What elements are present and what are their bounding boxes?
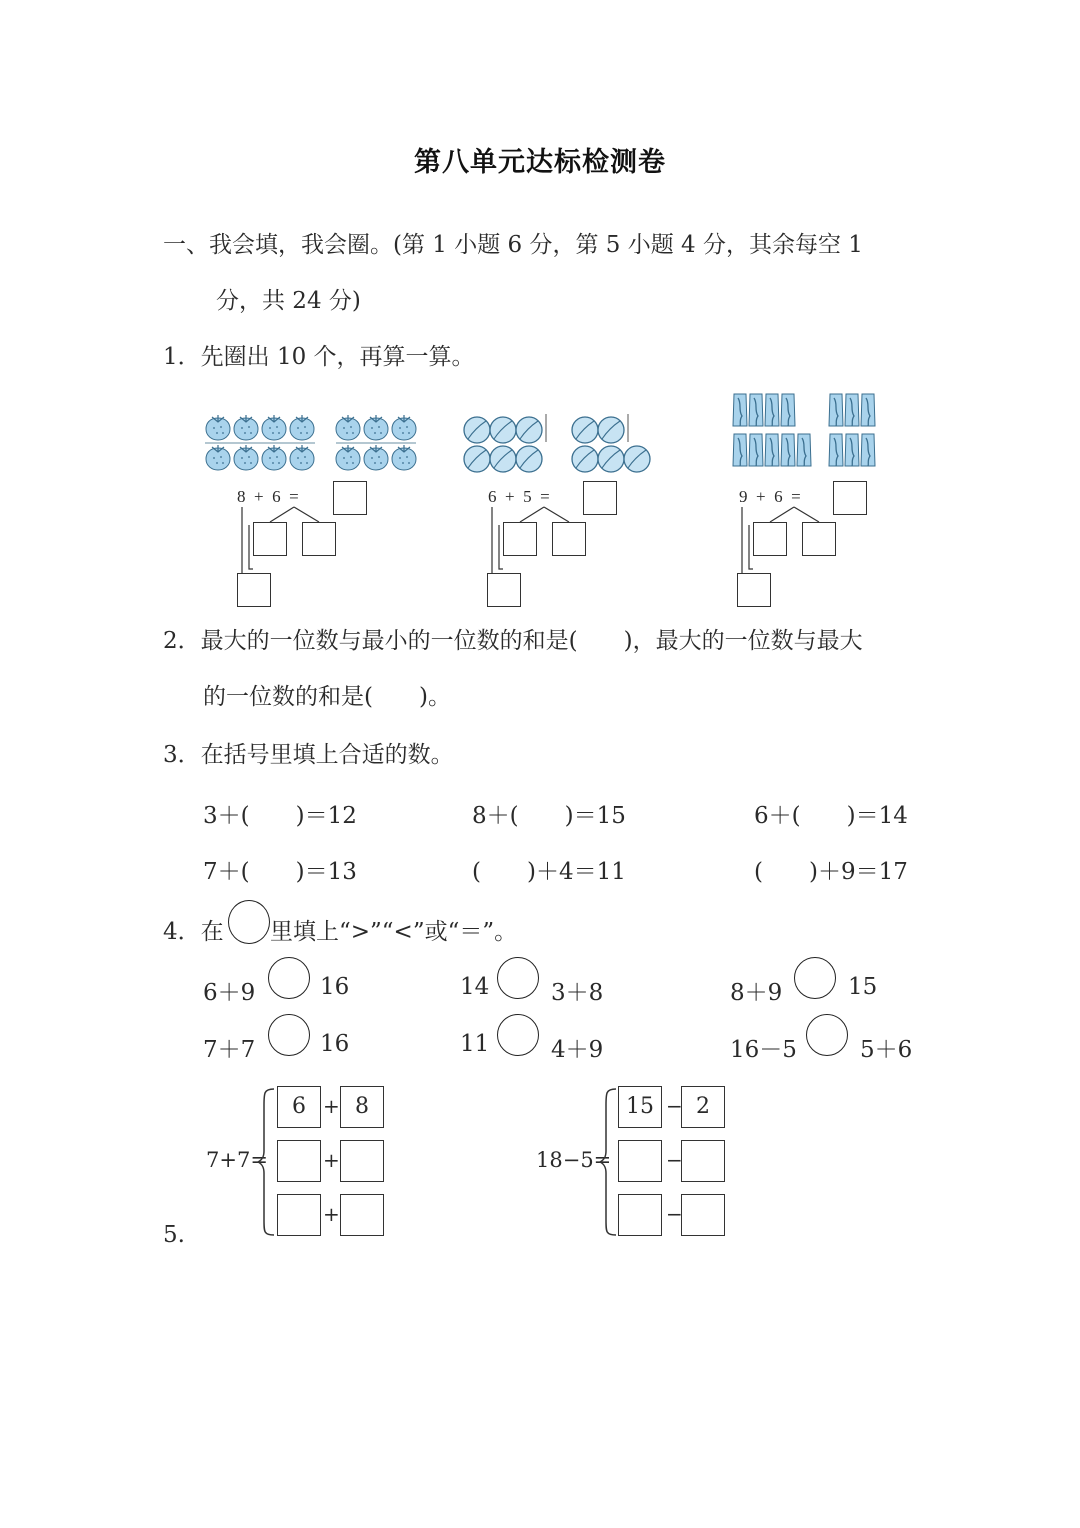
q4-item-right: 15 [848,974,878,1000]
section-header-line1: 一、我会填，我会圈。(第 1 小题 6 分，第 5 小题 4 分，其余每空 1 [163,232,863,258]
q4-item-right: 4＋9 [551,1037,604,1063]
q5-left-op: + [323,1148,340,1172]
q2-line1: 2．最大的一位数与最小的一位数的和是( )，最大的一位数与最大 [163,628,863,654]
q1-label: 1．先圈出 10 个，再算一算。 [163,344,475,370]
section-header-line2: 分，共 24 分) [216,288,361,314]
q4-item-left: 11 [460,1031,490,1057]
q5-left-box[interactable] [340,1194,384,1236]
q3-item: ( )＋9＝17 [754,859,908,885]
q5-right-box[interactable] [681,1140,725,1182]
q5-right-op: − [666,1202,683,1226]
q5-right-expr: 18−5= [536,1148,612,1172]
ball-icon [464,414,650,472]
q3-item: 7＋( )＝13 [203,859,357,885]
q5-right-box[interactable]: 2 [681,1086,725,1128]
q5-right-box[interactable] [681,1194,725,1236]
q1-g1-equation: 8 + 6 = [237,487,299,506]
q5-right-box[interactable] [618,1140,662,1182]
q3-item: 8＋( )＝15 [472,803,626,829]
q4-label-pre: 4．在 [163,919,224,945]
q4-label-circle-icon [228,900,270,944]
q5-right-op: − [666,1094,683,1118]
q1-pictures [200,392,900,482]
q5-left-expr: 7+7= [206,1148,268,1172]
q4-item-left: 6＋9 [203,980,256,1006]
page-title: 第八单元达标检测卷 [414,147,666,178]
q4-item-left: 7＋7 [203,1037,256,1063]
q5-left-box[interactable] [340,1140,384,1182]
q4-item-left: 14 [460,974,490,1000]
q5-left-op: + [323,1094,340,1118]
q5-label: 5. [163,1222,185,1248]
q4-compare-circle[interactable] [806,1014,848,1056]
q4-item-right: 16 [320,1031,350,1057]
q4-item-right: 16 [320,974,350,1000]
q5-right-op: − [666,1148,683,1172]
q5-right-box[interactable]: 15 [618,1086,662,1128]
q5-left-box[interactable] [277,1194,321,1236]
q5-left-brace [256,1085,278,1240]
q1-connector-lines [0,500,1080,580]
q4-compare-circle[interactable] [794,957,836,999]
q5-left-op: + [323,1202,340,1226]
q1-g2-equation: 6 + 5 = [488,487,550,506]
q5-right-box[interactable] [618,1194,662,1236]
q4-compare-circle[interactable] [268,957,310,999]
strawberry-icon [205,415,416,470]
q3-item: 6＋( )＝14 [754,803,908,829]
q1-g3-equation: 9 + 6 = [739,487,801,506]
q4-label-post: 里填上“>”“<”或“＝”。 [270,919,518,945]
q4-item-right: 5＋6 [860,1037,913,1063]
q3-item: ( )＋4＝11 [472,859,626,885]
q4-compare-circle[interactable] [497,1014,539,1056]
q4-compare-circle[interactable] [268,1014,310,1056]
q5-right-brace [598,1085,620,1240]
q4-item-left: 8＋9 [730,980,783,1006]
q4-compare-circle[interactable] [497,957,539,999]
q4-item-right: 3＋8 [551,980,604,1006]
q5-left-box[interactable]: 6 [277,1086,321,1128]
q5-left-box[interactable]: 8 [340,1086,384,1128]
q5-left-box[interactable] [277,1140,321,1182]
q4-item-left: 16－5 [730,1037,797,1063]
corn-icon [733,394,875,466]
q3-label: 3．在括号里填上合适的数。 [163,742,454,768]
q2-line2: 的一位数的和是( )。 [203,684,451,710]
q3-item: 3＋( )＝12 [203,803,357,829]
